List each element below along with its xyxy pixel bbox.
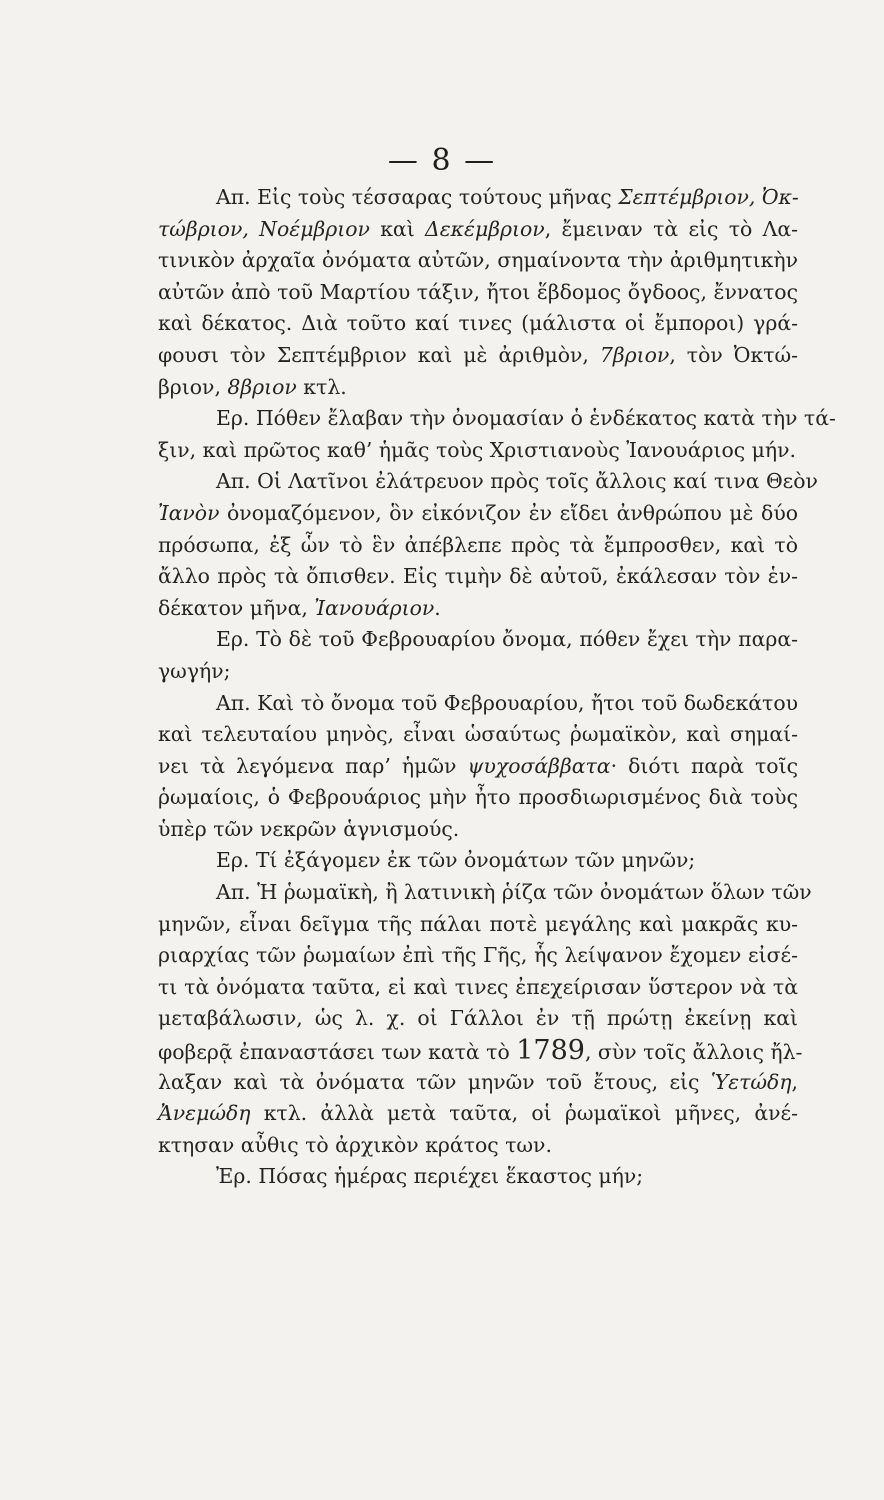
text-run: Ερ. Πόθεν ἔλαβαν τὴν ὀνομασίαν ὁ ἑνδέκατος κατὰ τὴν τά- <box>216 406 836 431</box>
text-run: αὐτῶν ἀπὸ τοῦ Μαρτίου τάξιν, ἤτοι ἕβδομος ὄγδοος, ἔννατος <box>158 279 798 304</box>
text-run: λαξαν καὶ τὰ ὀνόματα τῶν μηνῶν τοῦ ἔτους, εἰς <box>158 1069 711 1094</box>
text-run: · διότι παρὰ τοῖς <box>610 753 798 778</box>
text-line <box>158 214 798 246</box>
text-run: , τὸν Ὀκτώ- <box>669 342 799 367</box>
text-run: ῥωμαίοις, ὁ Φεβρουάριος μὴν ἦτο προσδιωρισμένος διὰ τοὺς <box>158 785 798 810</box>
text-run: μηνῶν, εἶναι δεῖγμα τῆς πάλαι ποτὲ μεγάλης καὶ μακρᾶς κυ- <box>158 911 798 936</box>
text-line <box>158 182 798 214</box>
text-run: ριαρχίας τῶν ῥωμαίων ἐπὶ τῆς Γῆς, ἧς λείψανον ἔχομεν εἰσέ- <box>158 943 798 968</box>
text-line <box>158 1161 798 1193</box>
text-run: κτλ. ἀλλὰ μετὰ ταῦτα, οἱ ῥωμαϊκοὶ μῆνες, ἀνέ- <box>250 1101 798 1126</box>
paragraph <box>158 1161 798 1193</box>
paragraph <box>158 403 836 466</box>
italic-term: Ἰανὸν <box>158 500 220 525</box>
text-line <box>158 751 798 783</box>
italic-term: 7βριον <box>599 342 670 367</box>
text-run: , ἔμειναν τὰ εἰς τὸ Λα- <box>544 216 798 241</box>
text-line <box>158 340 798 372</box>
text-line <box>158 719 798 751</box>
page-body-text <box>158 182 836 1193</box>
text-line <box>158 814 798 846</box>
text-line <box>158 1098 798 1130</box>
text-run: φουσι τὸν Σεπτέμβριον καὶ μὲ ἀριθμὸν, <box>158 342 600 367</box>
text-run: Απ. Καὶ τὸ ὄνομα τοῦ Φεβρουαρίου, ἤτοι τοῦ δωδεκάτου <box>216 690 798 715</box>
paragraph <box>158 466 818 624</box>
text-line <box>158 435 798 467</box>
text-line <box>158 308 798 340</box>
text-line <box>158 656 798 688</box>
text-line <box>158 466 818 498</box>
text-run: νει τὰ λεγόμενα παρ’ ἡμῶν <box>158 753 468 778</box>
italic-term: Δεκέμβριον <box>425 216 545 241</box>
text-line <box>158 1003 798 1035</box>
text-run: βριον, <box>158 374 228 399</box>
paragraph <box>158 877 812 1161</box>
text-line <box>158 561 798 593</box>
italic-term: τώβριον, Νοέμβριον <box>158 216 370 241</box>
text-run: κτησαν αὖθις τὸ ἀρχικὸν κράτος των. <box>158 1132 552 1157</box>
text-line <box>158 1067 798 1099</box>
text-line <box>158 1130 798 1162</box>
text-run: , σὺν τοῖς ἄλλοις ἤλ- <box>584 1040 803 1065</box>
paragraph <box>158 688 798 846</box>
text-run: Απ. Εἰς τοὺς τέσσαρας τούτους μῆνας <box>216 185 619 209</box>
paragraph <box>158 845 798 877</box>
text-run: Απ. Οἱ Λατῖνοι ἐλάτρευον πρὸς τοῖς ἄλλοις καί τινα Θεὸν <box>216 469 818 494</box>
text-run: Ερ. Τὸ δὲ τοῦ Φεβρουαρίου ὄνομα, πόθεν ἔχει τὴν παρα- <box>216 627 798 652</box>
text-run: ξιν, καὶ πρῶτος καθ’ ἡμᾶς τοὺς Χριστιανοὺς Ἰανουάριος μήν. <box>158 437 796 462</box>
text-run: , <box>791 1069 798 1094</box>
italic-term: ψυχοσάββατα <box>467 753 611 778</box>
text-run: μεταβάλωσιν, ὡς λ. χ. οἱ Γάλλοι ἐν τῇ πρώτῃ ἐκείνῃ καὶ <box>158 1006 798 1031</box>
text-run: δέκατον μῆνα, <box>158 595 315 620</box>
text-line <box>158 530 798 562</box>
text-line <box>158 845 798 877</box>
italic-term: Σεπτέμβριον, Ὀκ- <box>618 185 799 209</box>
text-run: Ἐρ. Πόσας ἡμέρας περιέχει ἕκαστος μήν; <box>216 1164 644 1189</box>
text-line <box>158 688 798 720</box>
paragraph <box>158 624 798 687</box>
text-line <box>158 909 798 941</box>
text-line <box>158 277 798 309</box>
text-run: γωγήν; <box>158 658 231 683</box>
text-line <box>158 1035 803 1067</box>
text-run: Απ. Ἡ ῥωμαϊκὴ, ἢ λατινικὴ ῥίζα τῶν ὀνομάτων ὅλων τῶν <box>216 880 812 905</box>
text-run: καὶ τελευταίου μηνὸς, εἶναι ὡσαύτως ῥωμαϊκὸν, καὶ σημαί- <box>158 722 798 747</box>
italic-term: Ὑετώδη <box>710 1069 792 1094</box>
text-line <box>158 877 812 909</box>
italic-term: Ἰανουάριον <box>314 595 435 620</box>
year-figure: 1789 <box>516 1035 585 1067</box>
text-run: πρόσωπα, ἐξ ὧν τὸ ἓν ἀπέβλεπε πρὸς τὰ ἔμπροσθεν, καὶ τὸ <box>158 532 798 557</box>
text-run: τι τὰ ὀνόματα ταῦτα, εἰ καὶ τινες ἐπεχείρισαν ὕστερον νὰ τὰ <box>158 974 798 999</box>
text-run: τινικὸν ἀρχαῖα ὀνόματα αὐτῶν, σημαίνοντα τὴν ἀριθμητικὴν <box>158 248 798 273</box>
text-line <box>158 593 798 625</box>
text-line <box>158 940 798 972</box>
text-run: ὀνομαζόμενον, ὃν εἰκόνιζον ἐν εἴδει ἀνθρώπου μὲ δύο <box>219 500 798 525</box>
text-line <box>158 498 798 530</box>
text-run: φοβερᾷ ἐπαναστάσει των κατὰ τὸ <box>158 1040 517 1065</box>
text-line <box>158 245 798 277</box>
page-number: — 8 — <box>387 143 497 178</box>
text-run: κτλ. <box>296 374 347 399</box>
text-line <box>158 403 836 435</box>
italic-term: Ἀνεμώδη <box>158 1101 251 1126</box>
text-line <box>158 972 798 1004</box>
italic-term: 8βριον <box>227 374 297 399</box>
text-run: ὑπὲρ τῶν νεκρῶν ἁγνισμούς. <box>158 816 460 841</box>
text-run: . <box>434 595 441 620</box>
text-run: καὶ δέκατος. Διὰ τοῦτο καί τινες (μάλιστα οἱ ἔμποροι) γρά- <box>158 311 798 336</box>
text-line <box>158 782 798 814</box>
text-line <box>158 624 798 656</box>
text-run: ἄλλο πρὸς τὰ ὄπισθεν. Εἰς τιμὴν δὲ αὐτοῦ, ἐκάλεσαν τὸν ἑν- <box>158 564 798 589</box>
text-line <box>158 372 798 404</box>
text-run: καὶ <box>369 216 426 241</box>
text-run: Ερ. Τί ἐξάγομεν ἐκ τῶν ὀνομάτων τῶν μηνῶν; <box>216 848 696 873</box>
paragraph <box>158 182 798 403</box>
